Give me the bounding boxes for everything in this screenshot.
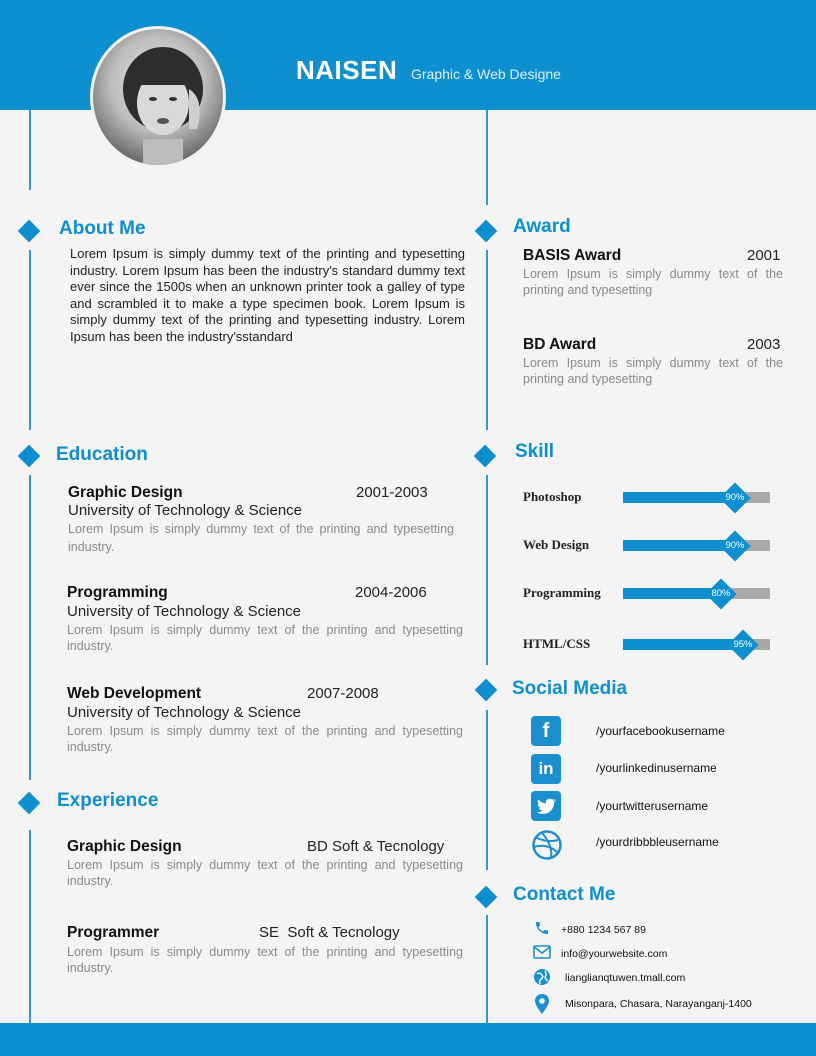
social-dribbble-text[interactable]: /yourdribbbleusername [596, 835, 719, 849]
section-marker-icon [18, 792, 41, 815]
education-item-desc: Lorem Ipsum is simply dummy text of the printing and typesetting industry. [68, 522, 454, 554]
education-item-school: University of Technology & Science [67, 603, 302, 620]
person-name: NAISEN [296, 55, 398, 85]
skill-percent: 90% [725, 540, 745, 551]
contact-address: Misonpara, Chasara, Narayanganj-1400 [565, 998, 752, 1010]
social-facebook-text[interactable]: /yourfacebookusername [596, 724, 725, 738]
experience-title: Experience [57, 790, 159, 811]
award-item-title: BD Award [523, 336, 597, 353]
experience-item-title: Programmer [67, 924, 160, 941]
skill-label: Web Design [523, 537, 590, 552]
section-marker-icon [475, 886, 498, 909]
globe-icon [532, 968, 552, 989]
education-item-title: Programming [67, 584, 168, 601]
skill-label: Photoshop [523, 489, 582, 504]
award-item-desc: Lorem Ipsum is simply dummy text of the printing and typesetting [523, 356, 783, 386]
education-item-title: Web Development [67, 685, 202, 702]
award-item-year: 2001 [747, 247, 781, 264]
email-icon [532, 945, 552, 962]
contact-email[interactable]: info@yourwebsite.com [561, 948, 668, 960]
education-item-desc: Lorem Ipsum is simply dummy text of the printing and typesetting industry. [67, 724, 463, 754]
education-item-school: University of Technology & Science [68, 502, 303, 519]
skill-percent: 80% [711, 588, 731, 599]
education-item-date: 2001-2003 [356, 484, 428, 501]
award-title: Award [513, 216, 571, 237]
section-marker-icon [18, 445, 41, 468]
experience-item-desc: Lorem Ipsum is simply dummy text of the printing and typesetting industry. [67, 945, 463, 975]
social-title: Social Media [512, 678, 628, 699]
facebook-icon[interactable]: f [531, 716, 561, 746]
contact-phone[interactable]: +880 1234 567 89 [561, 924, 646, 936]
education-item-date: 2004-2006 [355, 584, 427, 601]
portrait-illustration [93, 29, 226, 168]
contact-website[interactable]: lianglianqtuwen.tmall.com [565, 972, 686, 984]
about-title: About Me [59, 218, 146, 239]
experience-item-desc: Lorem Ipsum is simply dummy text of the printing and typesetting industry. [67, 858, 463, 888]
education-title: Education [56, 444, 148, 465]
center-timeline-line [486, 915, 488, 1023]
person-role: Graphic & Web Designe [411, 66, 561, 82]
award-item-title: BASIS Award [523, 247, 622, 264]
left-timeline-line [29, 250, 31, 430]
social-linkedin-text[interactable]: /yourlinkedinusername [596, 761, 717, 775]
education-item-title: Graphic Design [68, 484, 183, 501]
left-timeline-line [29, 475, 31, 780]
award-item-desc: Lorem Ipsum is simply dummy text of the printing and typesetting [523, 267, 783, 297]
center-timeline-line [486, 475, 488, 665]
education-item-date: 2007-2008 [307, 685, 379, 702]
section-marker-icon [475, 679, 498, 702]
linkedin-icon[interactable]: in [531, 754, 561, 784]
contact-title: Contact Me [513, 884, 616, 905]
center-timeline-line [486, 110, 488, 205]
education-item-school: University of Technology & Science [67, 704, 302, 721]
section-marker-icon [475, 220, 498, 243]
award-item-year: 2003 [747, 336, 781, 353]
section-marker-icon [474, 445, 497, 468]
skill-label: Programming [523, 585, 601, 600]
experience-item-company: BD Soft & Tecnology [307, 838, 445, 855]
skill-percent: 95% [733, 639, 753, 650]
twitter-icon[interactable] [531, 791, 561, 821]
left-timeline-line [29, 830, 31, 1023]
skill-bar-fill [623, 639, 743, 650]
center-timeline-line [486, 710, 488, 870]
experience-item-company: SE Soft & Tecnology [259, 924, 400, 941]
experience-item-title: Graphic Design [67, 838, 182, 855]
location-pin-icon [532, 993, 552, 1018]
education-item-desc: Lorem Ipsum is simply dummy text of the printing and typesetting industry. [67, 623, 463, 653]
footer-bar [0, 1023, 816, 1056]
profile-photo [90, 26, 226, 168]
phone-icon [532, 920, 552, 939]
skill-percent: 90% [725, 492, 745, 503]
left-timeline-line [29, 110, 31, 190]
skill-label: HTML/CSS [523, 636, 591, 651]
skill-title: Skill [515, 441, 555, 462]
social-twitter-text[interactable]: /yourtwitterusername [596, 799, 709, 813]
dribbble-icon[interactable] [531, 829, 563, 861]
about-text: Lorem Ipsum is simply dummy text of the printing and typesetting industry. Lorem Ipsum has been the industry's standard dummy text ever since the 1500s when an unknown printer took a galley of type and scrambled it to make a type specimen book. Lorem Ipsum is simply dummy text of the printing and typesetting industry. Lorem Ipsum has been the industry'sstandard [70, 246, 465, 344]
section-marker-icon [18, 220, 41, 243]
center-timeline-line [486, 250, 488, 430]
